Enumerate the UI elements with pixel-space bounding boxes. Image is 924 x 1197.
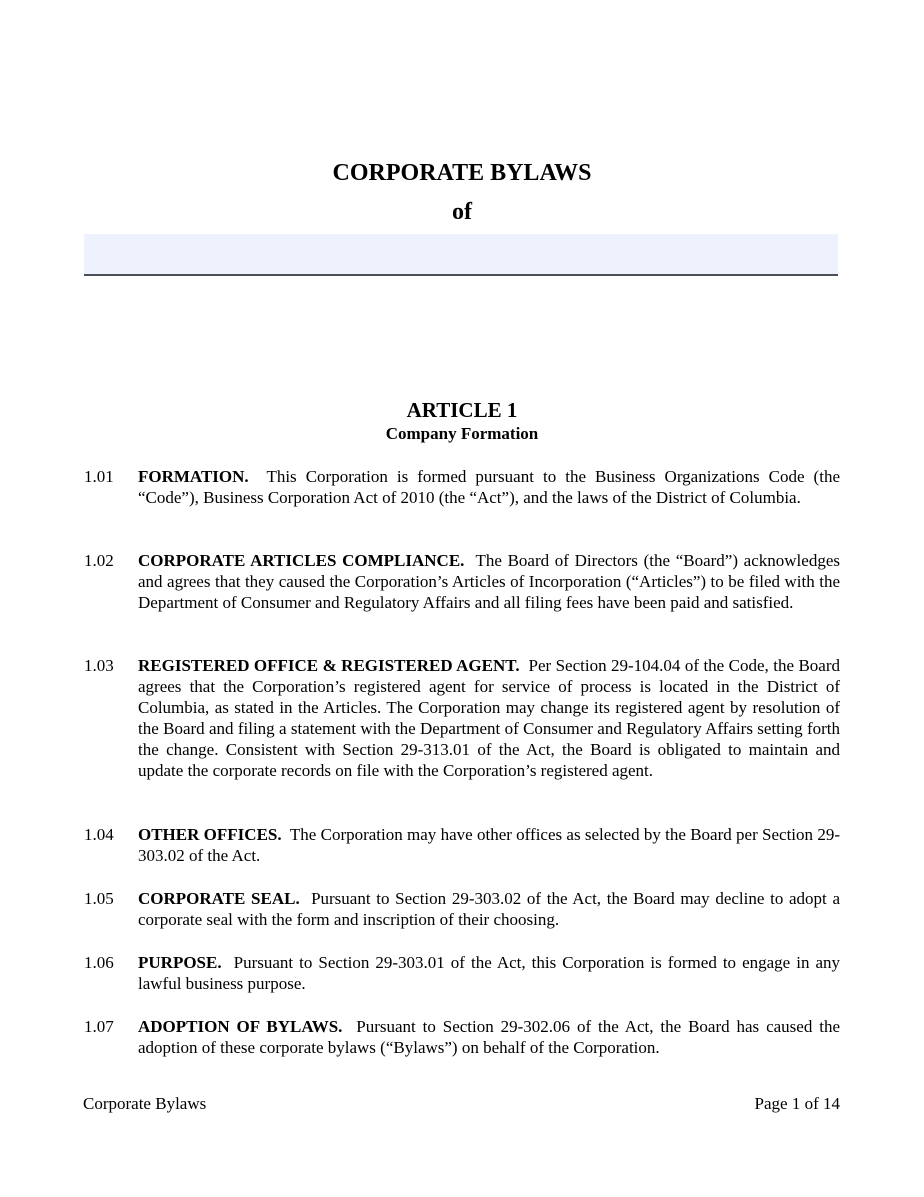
section-1-01	[84, 466, 840, 508]
section-number: 1.07	[84, 1017, 114, 1036]
company-name-field[interactable]	[84, 234, 838, 276]
footer-page-number: Page 1 of 14	[754, 1094, 840, 1113]
section-heading: CORPORATE SEAL.	[138, 889, 300, 908]
section-text	[138, 550, 840, 613]
section-number: 1.01	[84, 467, 114, 486]
section-number: 1.03	[84, 656, 114, 675]
section-heading: PURPOSE.	[138, 953, 222, 972]
section-heading: CORPORATE ARTICLES COMPLIANCE.	[138, 551, 465, 570]
footer-document-name: Corporate Bylaws	[83, 1094, 207, 1113]
section-heading: FORMATION.	[138, 467, 249, 486]
section-text	[138, 466, 840, 508]
section-text	[138, 952, 840, 994]
section-1-05	[84, 888, 840, 930]
section-text	[138, 824, 840, 866]
section-body: This Corporation is formed pursuant to the Business Organizations Code (the “Code”), Business Corporation Act of 2010 (the “Act”), and the laws of the District of Columbia.	[138, 467, 840, 507]
section-heading: ADOPTION OF BYLAWS.	[138, 1017, 343, 1036]
article-heading: ARTICLE 1	[406, 398, 518, 422]
section-1-06	[84, 952, 840, 994]
section-body: Pursuant to Section 29-302.06 of the Act, the Board has caused the adoption of these corporate bylaws (“Bylaws”) on behalf of the Corporation.	[138, 1017, 840, 1057]
section-number: 1.05	[84, 889, 114, 908]
section-body: Per Section 29-104.04 of the Code, the Board agrees that the Corporation’s registered agent for service of process is located in the District of Columbia, as stated in the Articles. The Corporation may change its registered agent by resolution of the Board and filing a statement with the Department of Consumer and Regulatory Affairs setting forth the change. Consistent with Section 29-313.01 of the Act, the Board is obligated to maintain and update the corporate records on file with the Corporation’s registered agent.	[138, 656, 840, 780]
section-body: Pursuant to Section 29-303.01 of the Act, this Corporation is formed to engage in any lawful business purpose.	[138, 953, 841, 993]
section-body: The Corporation may have other offices as selected by the Board per Section 29-303.02 of the Act.	[138, 825, 840, 865]
section-text	[138, 655, 840, 781]
section-1-07	[84, 1016, 840, 1058]
section-number: 1.06	[84, 953, 114, 972]
section-body: Pursuant to Section 29-303.02 of the Act, the Board may decline to adopt a corporate seal with the form and inscription of their choosing.	[138, 889, 841, 929]
section-number: 1.04	[84, 825, 114, 844]
section-1-04	[84, 824, 840, 866]
section-text	[138, 1016, 840, 1058]
section-heading: REGISTERED OFFICE & REGISTERED AGENT.	[138, 656, 520, 675]
section-1-03	[84, 655, 840, 781]
section-text	[138, 888, 840, 930]
document-title: CORPORATE BYLAWS	[332, 160, 592, 186]
document-title-of: of	[452, 199, 472, 225]
section-number: 1.02	[84, 551, 114, 570]
section-body: The Board of Directors (the “Board”) acknowledges and agrees that they caused the Corporation’s Articles of Incorporation (“Articles”) to be filed with the Department of Consumer and Regulatory Affairs and all filing fees have been paid and satisfied.	[138, 551, 840, 612]
section-heading: OTHER OFFICES.	[138, 825, 282, 844]
section-1-02	[84, 550, 840, 613]
article-subheading: Company Formation	[385, 424, 539, 443]
